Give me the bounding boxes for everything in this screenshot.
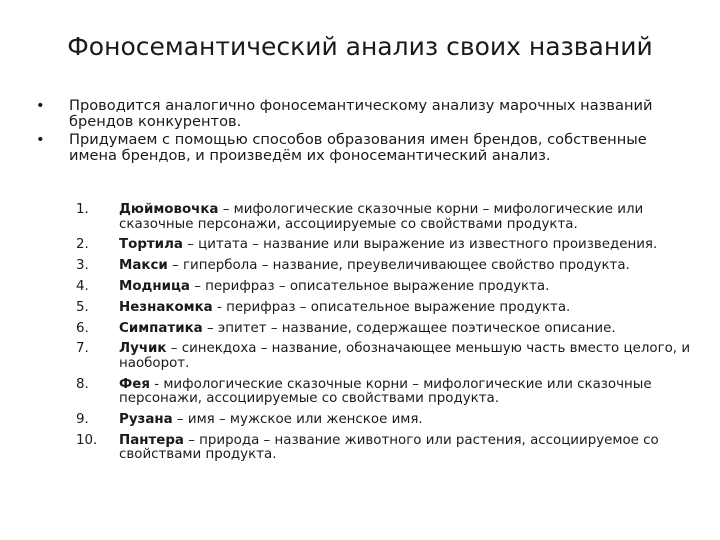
item-number: 10. xyxy=(76,432,98,448)
item-description: – имя – мужское или женское имя. xyxy=(172,412,423,428)
item-description: – природа – название животного или растения, ассоциируемое со свойствами продукта. xyxy=(119,432,659,463)
item-description: – гипербола – название, преувеличивающее свойство продукта. xyxy=(167,258,630,274)
item-number: 7. xyxy=(76,341,89,357)
list-item xyxy=(76,342,696,371)
item-description: – эпитет – название, содержащее поэтическое описание. xyxy=(202,320,616,336)
item-description: - мифологические сказочные корни – мифологические или сказочные персонажи, ассоциируемые со свойствами продукта. xyxy=(119,376,652,407)
item-name: Рузана xyxy=(119,412,173,428)
item-number: 4. xyxy=(76,278,89,294)
list-item xyxy=(76,203,696,232)
item-description: – мифологические сказочные корни – мифологические или сказочные персонажи, ассоциируемые со свойствами продукта. xyxy=(119,202,644,232)
item-number: 5. xyxy=(76,299,89,315)
item-name: Пантера xyxy=(119,432,184,448)
list-item xyxy=(76,280,696,295)
item-name: Фея xyxy=(119,376,150,392)
item-name: Макси xyxy=(119,258,168,274)
item-number: 9. xyxy=(76,412,89,428)
slide-title: Фоносемантический анализ своих названий xyxy=(67,32,653,61)
item-description: – цитата – название или выражение из известного произведения. xyxy=(182,237,658,253)
item-name: Лучик xyxy=(119,341,167,357)
item-number: 6. xyxy=(76,320,89,336)
list-item xyxy=(76,413,696,428)
item-name: Модница xyxy=(119,278,190,294)
item-description: - перифраз – описательное выражение продукта. xyxy=(212,299,571,315)
item-name: Незнакомка xyxy=(119,299,213,315)
item-number: 3. xyxy=(76,258,89,274)
list-item xyxy=(76,301,696,316)
list-item xyxy=(76,322,696,337)
bullet-item xyxy=(36,98,682,129)
item-description: – синекдоха – название, обозначающее меньшую часть вместо целого, и наоборот. xyxy=(119,341,691,371)
list-item xyxy=(76,259,696,274)
item-name: Симпатика xyxy=(119,320,203,336)
bullet-list xyxy=(36,98,682,166)
bullet-icon: • xyxy=(36,97,45,114)
bullet-icon: • xyxy=(36,131,45,149)
bullet-item xyxy=(36,132,682,163)
numbered-list xyxy=(76,203,696,469)
bullet-text: Проводится аналогично фоносемантическому анализу марочных названий брендов конкурентов. xyxy=(69,97,653,130)
item-name: Дюймовочка xyxy=(119,202,219,217)
item-name: Тортила xyxy=(119,237,183,253)
item-number: 8. xyxy=(76,376,89,392)
bullet-text: Придумаем с помощью способов образования имен брендов, собственные имена брендов, и произведём их фоносемантический анализ. xyxy=(69,131,647,164)
list-item xyxy=(76,238,696,253)
list-item xyxy=(76,434,696,463)
item-number: 1. xyxy=(76,202,89,217)
item-description: – перифраз – описательное выражение продукта. xyxy=(189,278,550,294)
item-number: 2. xyxy=(76,237,89,253)
list-item xyxy=(76,378,696,407)
